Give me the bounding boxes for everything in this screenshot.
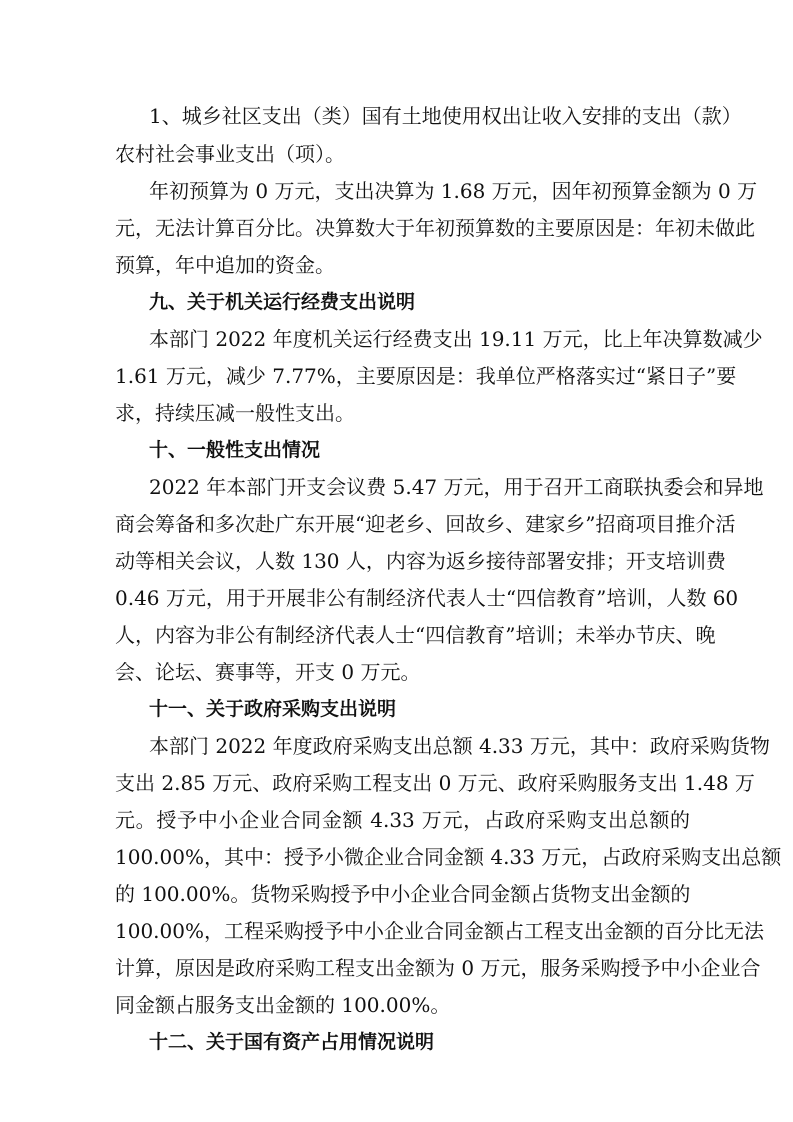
text-line: 元。授予中小企业合同金额 4.33 万元，占政府采购支出总额的 xyxy=(115,808,690,832)
section-heading: 十、一般性支出情况 xyxy=(149,439,321,461)
text-line: 100.00%，工程采购授予中小企业合同金额占工程支出金额的百分比无法 xyxy=(115,919,764,943)
text-line: 计算，原因是政府采购工程支出金额为 0 万元，服务采购授予中小企业合 xyxy=(115,956,761,980)
text-line: 2022 年本部门开支会议费 5.47 万元，用于召开工商联执委会和异地 xyxy=(149,475,764,499)
text-line: 会、论坛、赛事等，开支 0 万元。 xyxy=(115,660,421,684)
section-heading: 九、关于机关运行经费支出说明 xyxy=(149,291,416,313)
text-line: 农村社会事业支出（项）。 xyxy=(115,142,345,166)
text-line: 求，持续压减一般性支出。 xyxy=(115,401,355,425)
section-heading: 十一、关于政府采购支出说明 xyxy=(149,698,397,720)
text-line: 0.46 万元，用于开展非公有制经济代表人士“四信教育”培训，人数 60 xyxy=(115,586,739,610)
text-line: 的 100.00%。货物采购授予中小企业合同金额占货物支出金额的 xyxy=(115,882,691,906)
section-heading: 十二、关于国有资产占用情况说明 xyxy=(149,1031,435,1053)
text-line: 同金额占服务支出金额的 100.00%。 xyxy=(115,993,451,1017)
text-line: 元，无法计算百分比。决算数大于年初预算数的主要原因是：年初未做此 xyxy=(115,216,755,240)
text-line: 1、城乡社区支出（类）国有土地使用权出让收入安排的支出（款） xyxy=(149,104,742,128)
text-line: 100.00%，其中：授予小微企业合同金额 4.33 万元，占政府采购支出总额 xyxy=(115,845,782,869)
text-line: 本部门 2022 年度政府采购支出总额 4.33 万元，其中：政府采购货物 xyxy=(149,734,770,758)
text-line: 支出 2.85 万元、政府采购工程支出 0 万元、政府采购服务支出 1.48 万 xyxy=(115,771,755,795)
text-line: 1.61 万元，减少 7.77%，主要原因是：我单位严格落实过“紧日子”要 xyxy=(115,364,737,388)
text-line: 年初预算为 0 万元，支出决算为 1.68 万元，因年初预算金额为 0 万 xyxy=(149,179,758,203)
text-line: 商会筹备和多次赴广东开展“迎老乡、回故乡、建家乡”招商项目推介活 xyxy=(115,512,736,536)
text-line: 人，内容为非公有制经济代表人士“四信教育”培训；未举办节庆、晚 xyxy=(115,623,716,647)
text-line: 动等相关会议，人数 130 人，内容为返乡接待部署安排；开支培训费 xyxy=(115,549,726,573)
text-line: 本部门 2022 年度机关运行经费支出 19.11 万元，比上年决算数减少 xyxy=(149,327,763,351)
text-line: 预算，年中追加的资金。 xyxy=(115,253,335,277)
